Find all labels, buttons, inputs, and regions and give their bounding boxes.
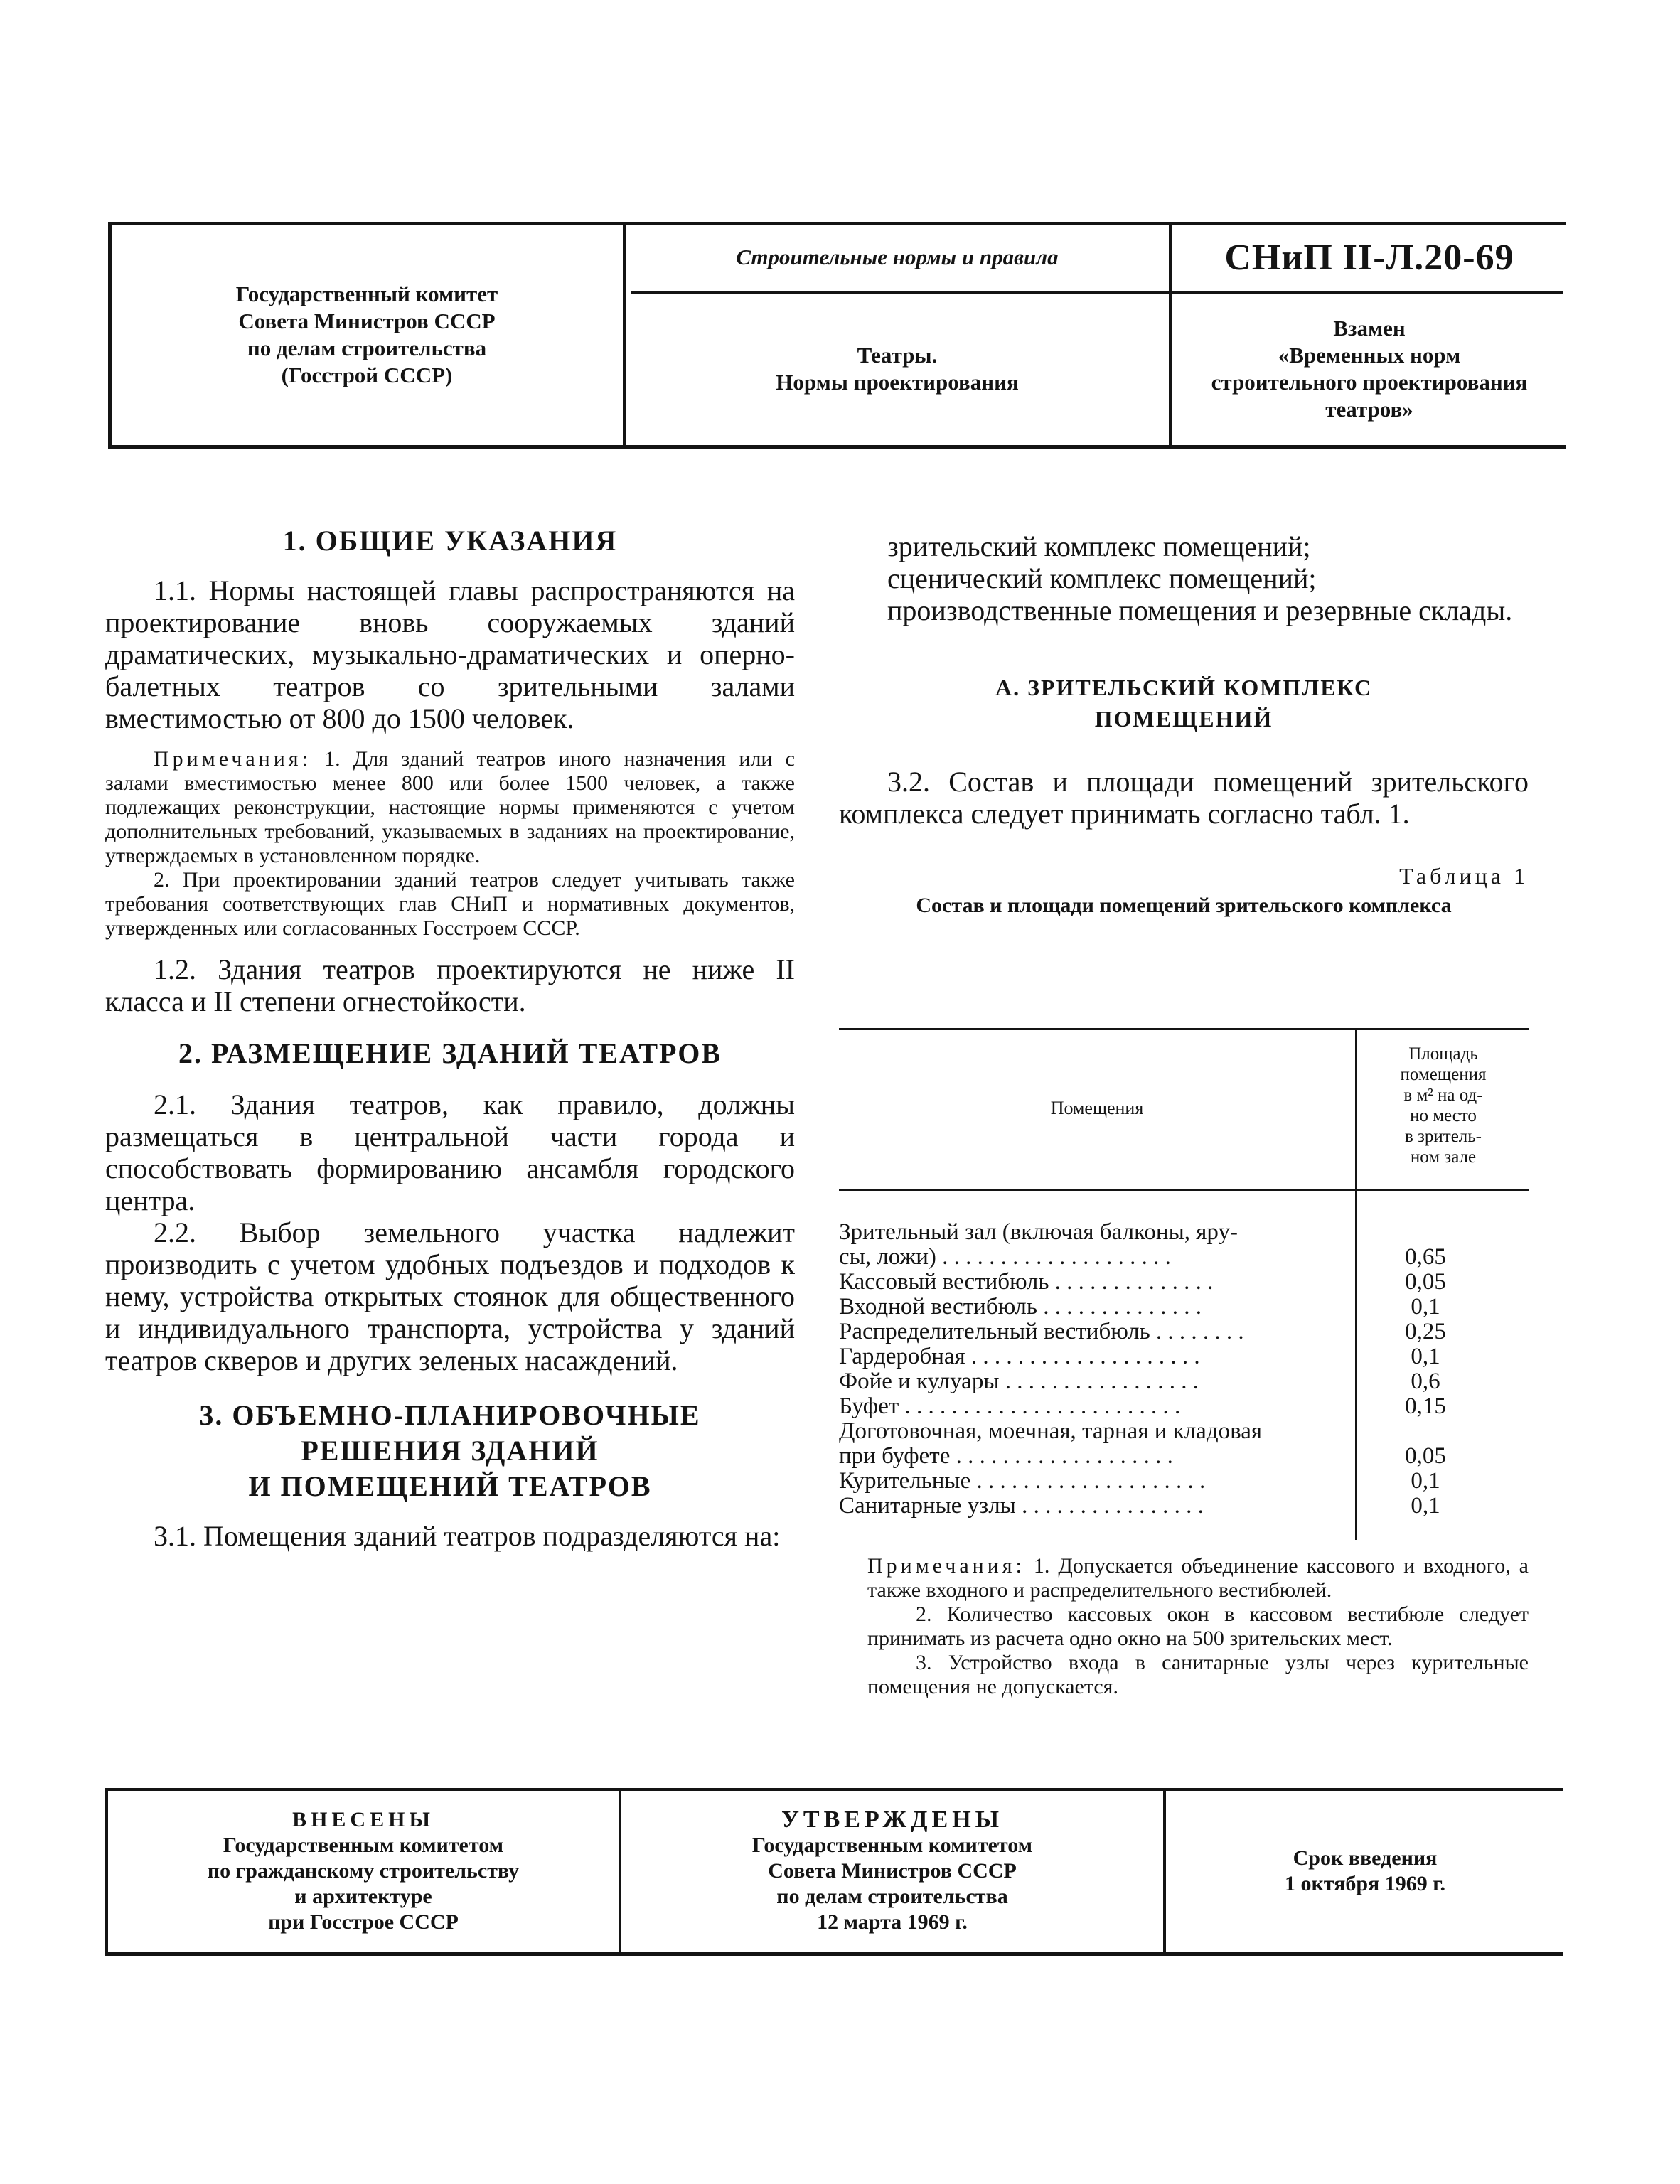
doc-code: СНиП II-Л.20-69 [1224, 237, 1514, 278]
section-1-title: 1. ОБЩИЕ УКАЗАНИЯ [282, 525, 618, 557]
row-value: 0,25 [1405, 1319, 1446, 1344]
introduced-line-4: и архитектуре [294, 1885, 432, 1908]
row-name: при буфете . . . . . . . . . . . . . . . . . . . [839, 1444, 1173, 1468]
approved-heading: УТВЕРЖДЕНЫ [781, 1806, 1004, 1833]
footer-effective [1167, 1792, 1563, 1950]
title-line-1: Театры. [857, 343, 938, 368]
table-notes [867, 1554, 1529, 1699]
row-name: Буфет . . . . . . . . . . . . . . . . . . . . . . . . [839, 1394, 1181, 1418]
row-value: 0,1 [1411, 1468, 1440, 1494]
table-row [839, 1444, 1529, 1468]
footer-approved [623, 1792, 1162, 1950]
replaces-line-3: строительного проектирования [1211, 370, 1528, 395]
row-name: Кассовый вестибюль . . . . . . . . . . . . . . [839, 1270, 1214, 1294]
replaces-line-2: «Временных норм [1278, 343, 1461, 368]
table-note-1-text: 1. Допускается объединение кассового и входного, а также входного и распределительного вестибюлей. [867, 1554, 1529, 1602]
table-row [839, 1320, 1529, 1344]
table-row [839, 1295, 1529, 1319]
section-3-title [105, 1398, 795, 1504]
org-line-3: по делам строительства [247, 336, 487, 360]
row-name: Фойе и кулуары . . . . . . . . . . . . . . . . . [839, 1369, 1199, 1393]
table-row [839, 1494, 1529, 1518]
table-header-rooms [839, 1028, 1355, 1189]
doc-type: Строительные нормы и правила [736, 245, 1059, 269]
table-1 [839, 1028, 1529, 1698]
row-value: 0,15 [1405, 1393, 1446, 1419]
section-3-title-line-3: И ПОМЕЩЕНИЙ ТЕАТРОВ [248, 1470, 652, 1502]
table-note-1 [867, 1554, 1529, 1602]
section-3-title-line-2: РЕШЕНИЯ ЗДАНИЙ [301, 1435, 599, 1467]
replaces-line-1: Взамен [1333, 316, 1406, 341]
row-value: 0,05 [1405, 1269, 1446, 1295]
table-row [839, 1220, 1529, 1244]
section-3-title-line-1: 3. ОБЪЕМНО-ПЛАНИРОВОЧНЫЕ [199, 1399, 701, 1431]
table-notes-label: Примечания: [867, 1554, 1025, 1578]
table-row [839, 1419, 1529, 1443]
table-note-3: 3. Устройство входа в санитарные узлы через курительные помещения не допускается. [867, 1651, 1529, 1698]
paragraph-2-2: 2.2. Выбор земельного участка надлежит производить с учетом удобных подъездов и подходов к нему, устройства открытых стоянок для общественного и индивидуального транспорта, устройства у зданий театров скверов и других зеленых насаждений. [105, 1216, 795, 1376]
org-line-4: (Госстрой СССР) [281, 363, 453, 387]
title-line-2: Нормы проектирования [776, 370, 1019, 395]
introduced-line-2: Государственным комитетом [223, 1834, 504, 1857]
introduced-line-5: при Госстрое СССР [268, 1910, 459, 1934]
row-value [1322, 1419, 1529, 1443]
table-row [839, 1369, 1529, 1393]
row-name: Гардеробная . . . . . . . . . . . . . . . . . . . . [839, 1344, 1200, 1369]
effective-label: Срок введения [1293, 1846, 1438, 1870]
note-1: 1. Для зданий театров иного назначения или с залами вместимостью менее 800 или более 1500 человек, а также подлежащих реконструкции, настоящие нормы применяются с учетом дополнительных требований, указываемых в заданиях на проектирование, утверждаемых в установленном порядке. [105, 747, 795, 867]
table-label: Таблица 1 [1399, 863, 1529, 889]
paragraph-1-1: 1.1. Нормы настоящей главы распространяются на проектирование вновь сооружаемых зданий драматических, музыкально-драматических и оперно-балетных театров со зрительными залами вместимостью от 800 до 1500 человек. [105, 574, 795, 734]
header-organization [114, 228, 620, 442]
table-row [839, 1245, 1529, 1269]
approved-date: 12 марта 1969 г. [817, 1910, 968, 1934]
list-item-2: сценический комплекс помещений; [887, 562, 1317, 594]
paragraph-3-2: 3.2. Состав и площади помещений зрительского комплекса следует принимать согласно табл. 1. [839, 766, 1529, 830]
row-name: сы, ложи) . . . . . . . . . . . . . . . . . . . . [839, 1245, 1171, 1269]
notes-label: Примечания: [154, 747, 311, 771]
header-title [627, 296, 1167, 442]
header-replaces [1173, 296, 1566, 442]
col-area-line-2: помещения [1400, 1065, 1487, 1084]
row-name: Курительные . . . . . . . . . . . . . . . . . . . . [839, 1469, 1206, 1493]
approved-line-3: Совета Министров СССР [768, 1859, 1017, 1883]
paragraph-3-1: 3.1. Помещения зданий театров подразделяются на: [154, 1520, 781, 1552]
row-name: Доготовочная, моечная, тарная и кладовая [839, 1419, 1263, 1443]
effective-date: 1 октября 1969 г. [1284, 1872, 1445, 1895]
row-name: Санитарные узлы . . . . . . . . . . . . . . . . [839, 1494, 1204, 1518]
introduced-heading: ВНЕСЕНЫ [292, 1808, 434, 1831]
header-doc-type [627, 226, 1167, 289]
row-value: 0,65 [1405, 1244, 1446, 1270]
table-row [839, 1394, 1529, 1418]
subsection-a-title [839, 672, 1529, 734]
org-line-2: Совета Министров СССР [238, 309, 496, 333]
row-name: Распределительный вестибюль . . . . . . . . [839, 1320, 1244, 1344]
paragraph-1-2: 1.2. Здания театров проектируются не ниже II класса и II степени огнестойкости. [105, 953, 795, 1017]
table-header-area [1358, 1044, 1529, 1167]
note-2: 2. При проектировании зданий театров следует учитывать также требования соответствующих глав СНиП и нормативных документов, утвержденных или согласованных Госстроем СССР. [105, 868, 795, 940]
row-value: 0,1 [1411, 1493, 1440, 1519]
org-line-1: Государственный комитет [235, 282, 498, 306]
row-value: 0,1 [1411, 1294, 1440, 1320]
notes-1 [105, 747, 795, 868]
left-column [105, 523, 795, 1552]
list-item-1: зрительский комплекс помещений; [887, 530, 1311, 562]
row-value: 0,05 [1405, 1443, 1446, 1469]
col-area-line-5: в зритель- [1404, 1127, 1482, 1146]
table-row [839, 1469, 1529, 1493]
row-name: Входной вестибюль . . . . . . . . . . . . . . [839, 1295, 1202, 1319]
row-value: 0,6 [1411, 1369, 1440, 1394]
col-area-line-6: ном зале [1410, 1147, 1477, 1167]
header-code [1173, 226, 1566, 289]
paragraph-2-1: 2.1. Здания театров, как правило, должны размещаться в центральной части города и способствовать формированию ансамбля городского центра. [105, 1088, 795, 1216]
subsection-a-line-2: ПОМЕЩЕНИЙ [1094, 706, 1273, 732]
table-row [839, 1344, 1529, 1369]
list-item-3: производственные помещения и резервные склады. [887, 594, 1513, 626]
replaces-line-4: театров» [1325, 397, 1413, 422]
table-note-2: 2. Количество кассовых окон в кассовом вестибюле следует принимать из расчета одно окно на 500 зрительских мест. [867, 1602, 1529, 1650]
col-area-line-4: но место [1410, 1106, 1477, 1125]
section-2-title: 2. РАЗМЕЩЕНИЕ ЗДАНИЙ ТЕАТРОВ [178, 1037, 722, 1069]
table-row [839, 1270, 1529, 1294]
approved-line-4: по делам строительства [776, 1885, 1008, 1908]
footer-introduced [109, 1792, 617, 1950]
col-area-line-3: в м² на од- [1403, 1086, 1483, 1105]
row-value: 0,1 [1411, 1344, 1440, 1369]
approved-line-2: Государственным комитетом [751, 1834, 1033, 1857]
table-title: Состав и площади помещений зрительского комплекса [916, 894, 1452, 917]
col-rooms-label: Помещения [1050, 1098, 1144, 1118]
right-column [839, 530, 1529, 1698]
subsection-a-line-1: А. ЗРИТЕЛЬСКИЙ КОМПЛЕКС [995, 675, 1373, 700]
col-area-line-1: Площадь [1408, 1044, 1478, 1064]
introduced-line-3: по гражданскому строительству [207, 1859, 520, 1883]
row-value [1322, 1220, 1529, 1244]
row-name: Зрительный зал (включая балконы, яру- [839, 1220, 1238, 1244]
